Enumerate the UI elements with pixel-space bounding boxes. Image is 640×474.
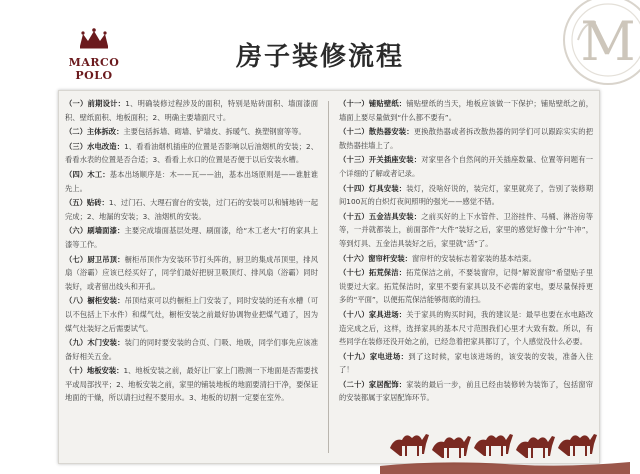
- page-title: 房子装修流程: [235, 42, 404, 72]
- process-step: [339, 153, 593, 180]
- monogram-watermark-icon: [530, 0, 640, 96]
- process-step: [65, 168, 318, 195]
- process-step: [339, 378, 593, 405]
- step-heading: 前期设计：: [87, 99, 126, 108]
- step-number: （十一）: [339, 99, 369, 108]
- step-number: （十五）: [339, 211, 369, 221]
- step-number: （十二）: [339, 127, 369, 137]
- process-step: [339, 210, 593, 251]
- step-description: 关于家具的购买时间，我的建议是：最早也要在水电路改造完成之后，这样，选择家具的基本尺寸范围我们心里才大致有数。所以，有些同学在装修还没开始之前，已经急着把家具都订了，个人感觉没什么必要。: [339, 309, 593, 347]
- step-description: 橱柜吊顶作为安装环节打头阵的，厨卫的集成吊顶里，排风扇（浴霸）应该已经买好了，同学们最好把厨卫吸顶灯、排风扇（浴霸）同时装好，或者留出线头和开孔。: [65, 254, 318, 291]
- step-heading: 橱柜安装：: [87, 296, 125, 306]
- step-heading: 贴砖：: [86, 198, 109, 208]
- step-description: 到了这时候，家电该进场的，该安装的安装，准备入住了！: [339, 351, 593, 375]
- step-heading: 水电改造：: [87, 141, 125, 151]
- step-number: （八）: [65, 296, 88, 306]
- step-heading: 五金洁具安装：: [368, 211, 422, 221]
- step-description: 主要包括拆墙、砌墙、铲墙皮、拆暖气、换塑钢窗等等。: [123, 127, 306, 137]
- step-heading: 开关插座安装：: [368, 155, 422, 165]
- step-heading: 拓荒保洁：: [368, 268, 407, 278]
- step-heading: 散热器安装：: [368, 127, 414, 137]
- step-heading: 家居配饰：: [368, 379, 407, 389]
- step-heading: 主体拆改：: [86, 127, 124, 137]
- step-number: （十六）: [339, 253, 369, 263]
- step-number: （十）: [65, 366, 87, 376]
- step-heading: 家电进场：: [369, 351, 409, 361]
- step-heading: 木工：: [87, 169, 110, 179]
- step-description: 主要完成墙面基层处理、刷面漆，给“木工老大”打的家具上漆等工作。: [65, 226, 318, 249]
- process-step: [65, 140, 318, 167]
- step-number: （九）: [65, 338, 88, 348]
- process-step: [339, 97, 593, 124]
- page-header: [0, 0, 640, 96]
- monogram-letter: M: [580, 10, 636, 73]
- process-step: [339, 266, 593, 307]
- brand-logo-text: MARCO POLO: [68, 56, 120, 82]
- step-description: 铺贴壁纸的当天，地板应该做一下保护；铺贴壁纸之前，墙面上要尽量做到“什么都不要有”。: [339, 99, 593, 122]
- process-step: [339, 125, 593, 152]
- process-step: [339, 308, 593, 349]
- step-heading: 厨卫吊顶：: [87, 254, 125, 264]
- step-number: （二十）: [339, 379, 369, 389]
- step-heading: 地板安装：: [86, 366, 124, 376]
- camel-caravan-icon: [380, 408, 630, 474]
- process-step: [65, 364, 318, 405]
- step-number: （十四）: [339, 183, 369, 193]
- step-number: （十七）: [339, 268, 369, 278]
- step-number: （十三）: [339, 155, 369, 165]
- crown-crest-icon: [77, 28, 111, 50]
- process-step: [339, 350, 593, 377]
- step-description: 1、明确装修过程涉及的面积，特别是贴砖面积、墙面漆面积、壁纸面积、地板面积；2、明确主要墙面尺寸。: [65, 99, 318, 122]
- right-column: [339, 97, 593, 457]
- step-heading: 木门安装：: [87, 338, 125, 348]
- step-number: （七）: [65, 254, 88, 264]
- process-step: [65, 336, 318, 363]
- step-heading: 灯具安装：: [368, 183, 407, 193]
- step-number: （五）: [65, 198, 87, 208]
- step-number: （六）: [65, 226, 88, 236]
- process-step: [65, 125, 318, 139]
- step-description: 基本出场顺序是：木——瓦——油，基本出场原则是——谁脏谁先上。: [65, 169, 318, 193]
- column-divider: [328, 101, 329, 453]
- process-step: [65, 224, 318, 251]
- step-heading: 刷墙面漆：: [87, 226, 125, 236]
- process-step: [65, 196, 318, 223]
- step-number: （十八）: [339, 309, 369, 319]
- step-description: 1、过门石、大理石窗台的安装，过门石的安装可以和铺地砖一起完成；2、地漏的安装；3、油烟机的安装。: [65, 198, 318, 221]
- step-description: 窗帘杆的安装标志着家装的基本结束。: [411, 253, 537, 263]
- step-number: （四）: [65, 169, 88, 179]
- process-step: [65, 294, 318, 335]
- step-description: 更换散热器或者拆改散热器的同学们可以跟踪实实的把散热器挂墙上了。: [339, 127, 593, 150]
- process-step: [339, 182, 593, 209]
- step-description: 装门的同时要安装的合页、门吸、地吸，同学们事先应该准备好相关五金。: [65, 338, 318, 361]
- step-description: 家装的最后一步，前且已经由装修转为装饰了，包括窗帘的安装都属于家居配饰环节。: [339, 379, 593, 403]
- step-description: 之前买好的上下水管件、卫浴挂件、马桶、淋浴房等等，一并就都装上，前面部件“大件”装好之后，家里的感觉好像十分“牛冲”，等到灯具、五金洁具装好之后，家里就“活”了。: [339, 211, 593, 248]
- step-description: 对家里各个自然间的开关插座数量、位置等问题有一个详细的了解或者记录。: [339, 155, 593, 178]
- step-number: （一）: [65, 99, 88, 108]
- step-number: （十九）: [339, 351, 370, 361]
- step-heading: 家具进场：: [368, 309, 407, 319]
- process-step: [65, 97, 318, 124]
- step-description: 1、地板安装之前，最好让厂家上门勘测一下地面是否需要找平或局部找平；2、地板安装之前，家里的铺装地板的地面要清扫干净，要保证地面的干燥，所以请扫过程不要用水。3、地板的切割一定要在室外。: [65, 366, 318, 403]
- process-step: [65, 253, 318, 294]
- step-description: 吊顶结束可以约橱柜上门安装了，同时安装的还有水槽（可以不包括上下水件）和煤气灶，橱柜安装之前最好协调物业把煤气通了，因为煤气灶装好之后需要试气。: [65, 296, 318, 333]
- left-column: [65, 97, 318, 457]
- brand-logo: [52, 28, 136, 82]
- step-heading: 窗帘杆安装：: [368, 253, 412, 263]
- step-description: 装灯，没啥好说的，装完灯，家里就亮了，告别了装修期间100瓦的白炽灯夜间照明的强光——感觉不错。: [339, 183, 593, 207]
- step-number: （二）: [65, 127, 87, 137]
- step-number: （三）: [65, 141, 88, 151]
- process-step: [339, 252, 593, 266]
- step-description: 1、看看油烟机插座的位置是否影响以后油烟机的安装；2、看看水表的位置是否合适；3、看看上水口的位置是否便于以后安装水槽。: [65, 141, 318, 165]
- step-heading: 铺贴壁纸：: [368, 99, 407, 108]
- step-description: 拓荒保洁之前，不要装窗帘，记得“解说窗帘”希望贴子里说要过大家。拓荒保洁时，家里不要有家具以及不必需的家电，要尽量保持更多的“平面”，以便拓荒保洁能够彻底的清扫。: [339, 268, 593, 305]
